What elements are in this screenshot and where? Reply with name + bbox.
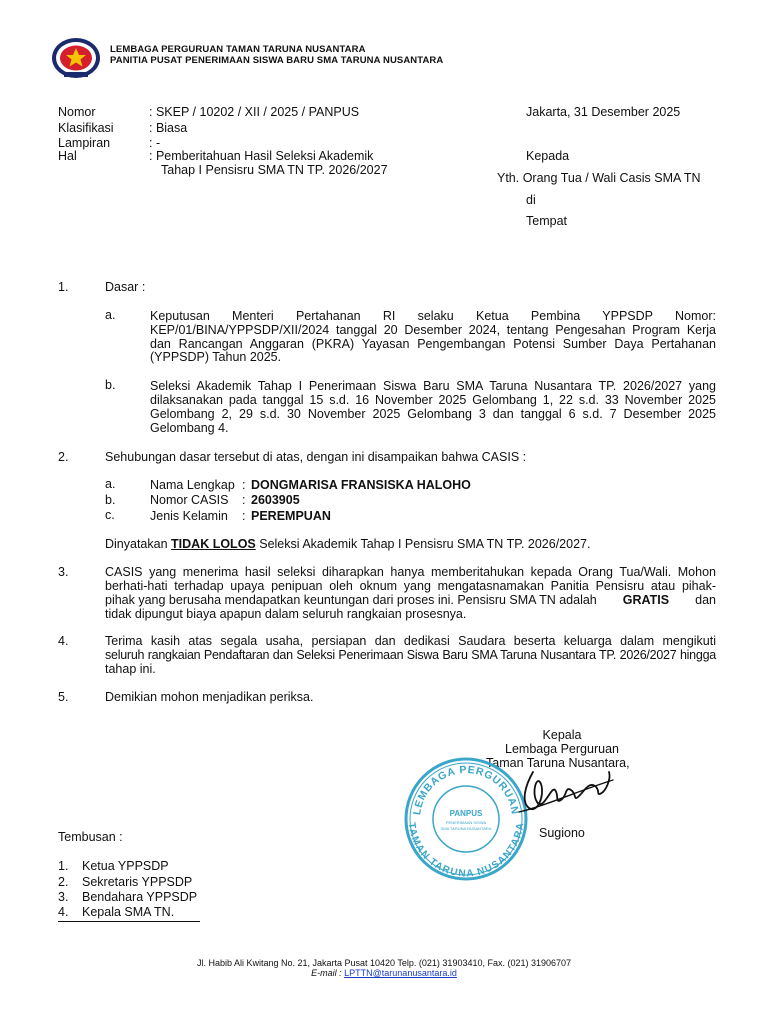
stamp-bottom-text: TAMAN TARUNA NUSANTARA (405, 821, 527, 880)
tembusan-item-1-number: 1. (58, 859, 69, 873)
handwritten-signature (515, 762, 615, 824)
hal-value-2: Tahap I Pensisru SMA TN TP. 2026/2027 (161, 163, 388, 177)
place-date: Jakarta, 31 Desember 2025 (526, 105, 681, 119)
point-3-line-2: berhati-hati terhadap upaya penipuan oleh oknum yang mengatasnamakan Panitia Pensisru atau pihak- (105, 579, 716, 593)
casis-c-label: c. (105, 508, 115, 522)
tembusan-item-1: Ketua YPPSDP (82, 859, 169, 873)
nomor-value: : SKEP / 10202 / XII / 2025 / PANPUS (149, 105, 360, 119)
stamp-center-text: PANPUS (449, 809, 483, 818)
nama-label: Nama Lengkap (150, 478, 235, 492)
signature-title-3: Taman Taruna Nusantara, (486, 756, 630, 770)
point-1a-line-4: (YPPSDP) Tahun 2025. (150, 350, 282, 364)
dinyatakan-rest: Seleksi Akademik Tahap I Pensisru SMA TN TP. 2026/2027. (259, 537, 591, 551)
nomor-casis-value: 2603905 (251, 493, 300, 507)
footer-email-link[interactable]: LPTTN@tarunanusantara.id (344, 968, 457, 978)
point-1b-line-2: dilaksanakan pada tanggal 15 s.d. 16 November 2025 Gelombang 1, 22 s.d. 33 November 2025 (150, 393, 716, 407)
dasar-label: Dasar : (105, 280, 146, 294)
klasifikasi-value: : Biasa (149, 121, 188, 135)
point-1b-line-4: Gelombang 4. (150, 421, 229, 435)
point-4-number: 4. (58, 634, 69, 648)
gratis-text: GRATIS (622, 593, 670, 607)
footer-email-label: E-mail : (311, 968, 342, 978)
recipient-yth: Yth. Orang Tua / Wali Casis SMA TN (497, 171, 701, 185)
point-1b-line-3: Gelombang 2, 29 s.d. 30 November 2025 Gelombang 3 dan tanggal 6 s.d. 7 Desember 2025 (150, 407, 716, 421)
point-1a-label: a. (105, 308, 116, 322)
result-statement (105, 537, 590, 552)
footer-email-line (0, 968, 768, 979)
nomor-casis-colon: : (242, 493, 246, 507)
point-3-line-4: tidak dipungut biaya apapun dalam seluruh rangkaian prosesnya. (105, 607, 467, 621)
recipient-di: di (526, 193, 536, 207)
lampiran-value: : - (149, 136, 161, 150)
stamp-sub-text-1: PENERIMAAN SISWA (445, 820, 487, 825)
official-stamp (403, 756, 529, 882)
point-4-line-2: seluruh rangkaian Pendaftaran dan Seleksi Penerimaan Siswa Baru SMA Taruna Nusantara TP. 2026/2027 hingga (105, 648, 716, 662)
point-5-text: Demikian mohon menjadikan periksa. (105, 690, 314, 704)
nomor-label: Nomor (58, 105, 96, 119)
tembusan-item-4: Kepala SMA TN. (82, 905, 175, 919)
point-2-number: 2. (58, 450, 69, 464)
point-2-text: Sehubungan dasar tersebut di atas, dengan ini disampaikan bahwa CASIS : (105, 450, 527, 464)
tembusan-title: Tembusan : (58, 830, 123, 844)
signer-name: Sugiono (539, 826, 585, 840)
tembusan-item-3: Bendahara YPPSDP (82, 890, 198, 904)
tembusan-item-3-number: 3. (58, 890, 69, 904)
kepada: Kepada (526, 149, 570, 163)
casis-a-label: a. (105, 477, 116, 491)
point-3-number: 3. (58, 565, 69, 579)
klasifikasi-label: Klasifikasi (58, 121, 114, 135)
tidak-lolos-text: TIDAK LOLOS (171, 537, 256, 551)
signature-title-2: Lembaga Perguruan (505, 742, 619, 756)
point-1-number: 1. (58, 280, 69, 294)
stamp-top-text: LEMBAGA PERGURUAN (411, 763, 521, 816)
point-1a-line-2: KEP/01/BINA/YPPSDP/XII/2024 tanggal 20 Desember 2024, tentang Pengesahan Program Kerja (150, 323, 716, 337)
tembusan-item-2: Sekretaris YPPSDP (82, 875, 193, 889)
point-1b-line-1: Seleksi Akademik Tahap I Penerimaan Siswa Baru SMA Taruna Nusantara TP. 2026/2027 yang (150, 379, 716, 393)
point-4-line-1: Terima kasih atas segala usaha, persiapan dan dedikasi Saudara beserta keluarga dalam mengikuti (105, 634, 716, 648)
org-name-line-2: PANITIA PUSAT PENERIMAAN SISWA BARU SMA TARUNA NUSANTARA (110, 55, 444, 66)
point-3-line-3 (105, 593, 716, 608)
point-4-line-3: tahap ini. (105, 662, 156, 676)
point-3-line-3a: pihak yang berusaha mendapatkan keuntungan dari proses ini. Pensisru SMA TN adalah (105, 593, 597, 607)
dinyatakan-text: Dinyatakan (105, 537, 168, 551)
tembusan-item-4-number: 4. (58, 905, 69, 919)
org-name-line-1: LEMBAGA PERGURUAN TAMAN TARUNA NUSANTARA (110, 44, 366, 55)
lampiran-label: Lampiran (58, 136, 111, 150)
nama-colon: : (242, 478, 246, 492)
recipient-tempat: Tempat (526, 214, 567, 228)
point-1a-line-1: Keputusan Menteri Pertahanan RI selaku Ketua Pembina YPPSDP Nomor: (150, 309, 716, 323)
tembusan-item-2-number: 2. (58, 875, 69, 889)
point-1a-line-3: dan Rancangan Anggaran (PKRA) Yayasan Pengembangan Potensi Sumber Daya Pertahanan (150, 337, 716, 351)
jenis-kelamin-colon: : (242, 509, 246, 523)
hal-value-1: : Pemberitahuan Hasil Seleksi Akademik (149, 149, 374, 163)
point-3-line-3b: dan (695, 593, 716, 607)
stamp-sub-text-2: SMA TARUNA NUSANTARA (440, 826, 492, 831)
letterhead-logo (50, 36, 102, 80)
nama-value: DONGMARISA FRANSISKA HALOHO (251, 478, 471, 492)
point-1b-label: b. (105, 378, 116, 392)
footer-address: Jl. Habib Ali Kwitang No. 21, Jakarta Pusat 10420 Telp. (021) 31903410, Fax. (021) 31906707 (196, 958, 572, 968)
nomor-casis-label: Nomor CASIS (150, 493, 229, 507)
tembusan-underline (58, 921, 200, 922)
casis-b-label: b. (105, 493, 116, 507)
point-5-number: 5. (58, 690, 69, 704)
point-3-line-1: CASIS yang menerima hasil seleksi diharapkan hanya memberitahukan kepada Orang Tua/Wali. Mohon (105, 565, 716, 579)
signature-title-1: Kepala (542, 728, 582, 742)
jenis-kelamin-label: Jenis Kelamin (150, 509, 228, 523)
hal-label: Hal (58, 149, 77, 163)
jenis-kelamin-value: PEREMPUAN (251, 509, 331, 523)
